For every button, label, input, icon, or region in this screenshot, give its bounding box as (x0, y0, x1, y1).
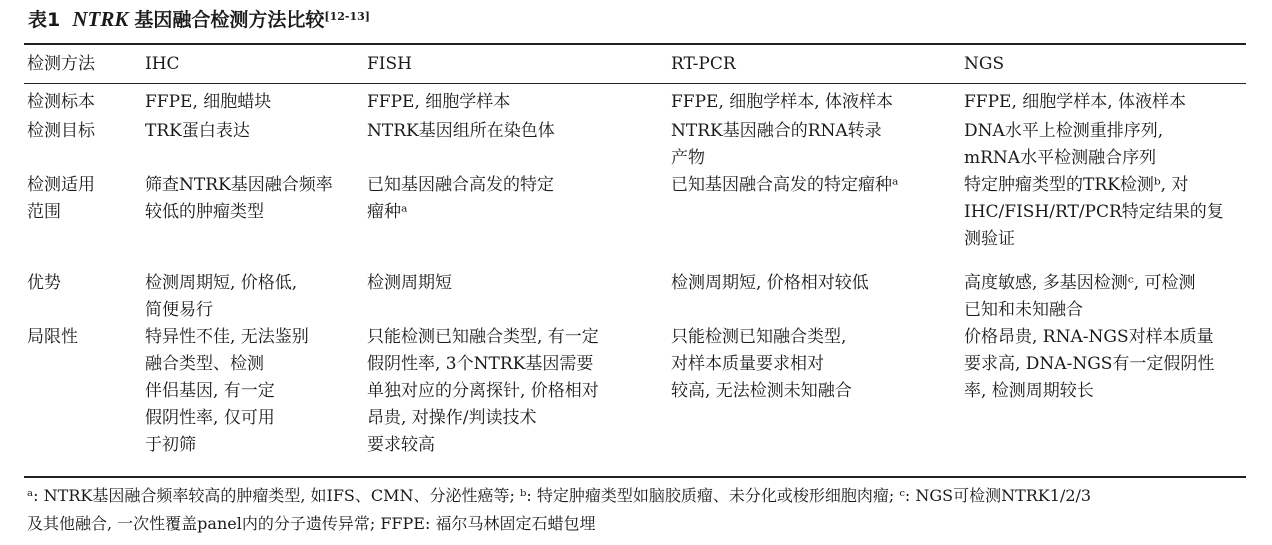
table-cell: 特定肿瘤类型的TRK检测ᵇ, 对 IHC/FISH/RT/PCR特定结果的复 测验证 (964, 175, 1224, 249)
table-cell: 特异性不佳, 无法鉴别 融合类型、检测 伴侣基因, 有一定 假阴性率, 仅可用 于初筛 (145, 327, 309, 455)
caption-gene-name: NTRK (72, 7, 129, 31)
caption-title: 基因融合检测方法比较 (134, 9, 325, 31)
table-cell: FFPE, 细胞学样本, 体液样本 (964, 92, 1187, 112)
table-cell: 只能检测已知融合类型, 有一定 假阴性率, 3个NTRK基因需要 单独对应的分离探针, 价格相对 昂贵, 对操作/判读技术 要求较高 (367, 327, 599, 455)
row-label: 检测适用 范围 (27, 175, 95, 222)
header-cell: NGS (964, 54, 1005, 74)
header-cell: 检测方法 (27, 54, 95, 74)
table-row (24, 324, 1246, 459)
table-cell: 检测周期短, 价格低, 简便易行 (145, 273, 298, 320)
table-row (24, 270, 1246, 324)
header-cell: FISH (367, 54, 412, 74)
table-header-row (24, 45, 1246, 83)
table-number: 表1 (28, 9, 61, 31)
header-cell: IHC (145, 54, 180, 74)
row-label: 检测标本 (27, 92, 95, 112)
table-cell: 检测周期短, 价格相对较低 (671, 273, 869, 293)
table-cell: 只能检测已知融合类型, 对样本质量要求相对 较高, 无法检测未知融合 (671, 327, 852, 401)
header-cell: RT-PCR (671, 54, 736, 74)
table-cell: 已知基因融合高发的特定 瘤种ᵃ (367, 175, 554, 222)
table-row (24, 172, 1246, 270)
table-cell: 检测周期短 (367, 273, 452, 293)
table-cell: FFPE, 细胞蜡块 (145, 92, 272, 112)
table-cell: FFPE, 细胞学样本, 体液样本 (671, 92, 894, 112)
table-bottom-rule (24, 476, 1246, 478)
table-cell: 高度敏感, 多基因检测ᶜ, 可检测 已知和未知融合 (964, 273, 1196, 320)
table-footnote: ᵃ: NTRK基因融合频率较高的肿瘤类型, 如IFS、CMN、分泌性癌等; ᵇ: 特定肿瘤类型如脑胶质瘤、未分化或梭形细胞肉瘤; ᶜ: NGS可检测NTRK1/2/3 及其他融合, 一次性覆盖panel内的分子遗传异常; FFPE: 福尔马林固定石蜡包埋 (27, 486, 1092, 533)
table-cell: 价格昂贵, RNA-NGS对样本质量 要求高, DNA-NGS有一定假阴性 率, 检测周期较长 (964, 327, 1215, 401)
row-label: 局限性 (27, 327, 78, 347)
table-cell: NTRK基因融合的RNA转录 产物 (671, 121, 882, 168)
table-cell: 已知基因融合高发的特定瘤种ᵃ (671, 175, 899, 195)
row-label: 检测目标 (27, 121, 95, 141)
table-cell: 筛查NTRK基因融合频率 较低的肿瘤类型 (145, 175, 333, 222)
table-cell: NTRK基因组所在染色体 (367, 121, 555, 141)
row-label: 优势 (27, 273, 61, 293)
caption-reference: [12-13] (324, 10, 370, 23)
comparison-table (24, 45, 1246, 459)
table-row (24, 118, 1246, 172)
table-row (24, 83, 1246, 118)
table-cell: FFPE, 细胞学样本 (367, 92, 511, 112)
table-cell: TRK蛋白表达 (145, 121, 250, 141)
table-caption (28, 6, 370, 33)
table-cell: DNA水平上检测重排序列, mRNA水平检测融合序列 (964, 121, 1164, 168)
